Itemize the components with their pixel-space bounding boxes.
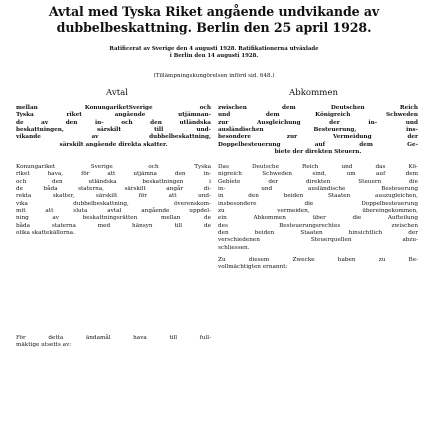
text-line: verschiedenen Steuerquellen abzu- xyxy=(218,237,418,244)
text-line: besondere zur Vermeidung der xyxy=(218,134,418,141)
text-line: mäktige utsetts av: xyxy=(16,342,72,349)
ratification-line-2: i Berlin den 14 augusti 1928. xyxy=(169,53,259,60)
text-line: zur Ausgleichung der in- und xyxy=(218,119,418,126)
text-line: den beiden Staaten hinsichtlich der xyxy=(218,230,418,237)
german-paragraph-1 xyxy=(218,164,418,252)
text-line: mellan KonungariketSverige och xyxy=(16,105,211,111)
text-line: biete der direkten Steuern. xyxy=(274,149,362,156)
text-line: Konungariket Sverige och Tyska xyxy=(16,164,211,170)
text-line: Doppelbesteuerung auf dem Ge- xyxy=(218,141,418,148)
text-line: ning av beskattningsrätten mellan de xyxy=(16,215,211,222)
text-line: Zu diesem Zwecke haben zu Be- xyxy=(218,257,418,263)
text-line: beskattningen, särskilt till und- xyxy=(16,127,211,134)
heading-swedish: Avtal xyxy=(106,88,129,98)
document-title xyxy=(0,4,428,36)
text-line: mit att sluta avtal angående uppdel- xyxy=(16,208,211,215)
swedish-intro xyxy=(16,105,211,149)
text-line: de båda staterna, särskilt angår di- xyxy=(16,186,211,193)
text-line: ein Abkommen über die Aufteilung xyxy=(218,215,418,222)
text-line: nigreich Schweden sind, um auf dem xyxy=(218,171,418,178)
text-line: Tyska riket angående utjämnan- xyxy=(16,112,211,119)
title-line-1: Avtal med Tyska Riket angående undvikande av xyxy=(48,4,380,19)
text-line: För detta ändamål hava till full- xyxy=(16,335,211,341)
text-line: in den beiden Staaten auszugleichen, xyxy=(218,193,418,200)
text-line: riket hava, för att utjämna den in- xyxy=(16,171,211,178)
text-line: de av den in- och den utländska xyxy=(16,119,211,126)
text-line: zu vermeiden, übereingekommen, xyxy=(218,208,418,215)
german-paragraph-2 xyxy=(218,257,418,272)
ratification-line-1: Ratificerat av Sverige den 4 augusti 1928. Ratifikationerna utväxlade xyxy=(109,46,319,52)
text-line: olika skattekällorna. xyxy=(16,230,75,237)
heading-german: Abkommen xyxy=(289,88,339,98)
ratification-note xyxy=(0,46,428,60)
swedish-paragraph-1 xyxy=(16,164,211,237)
text-line: ausländischen Besteuerung, ins- xyxy=(218,127,418,134)
text-line: und dem Königreich Schweden xyxy=(218,112,418,119)
text-line: och den utländska beskattningen i xyxy=(16,178,211,185)
text-line: båda staterna med hänsyn till de xyxy=(16,222,211,229)
text-line: insbesondere die Doppelbesteuerung xyxy=(218,200,418,207)
text-line: vika dubbelbeskattning, överenskom- xyxy=(16,200,211,207)
swedish-paragraph-2 xyxy=(16,335,211,350)
title-line-2: dubbelbeskattning. Berlin den 25 april 1928. xyxy=(56,20,372,35)
text-line: särskilt angående direkta skatter. xyxy=(59,141,168,148)
text-line: Gebiete der direkten Steuern die xyxy=(218,178,418,185)
text-line: des Besteuerungsrechtes zwischen xyxy=(218,222,418,229)
text-line: zwischen dem Deutschen Reich xyxy=(218,105,418,111)
text-line: schliessen. xyxy=(218,244,250,251)
text-line: rekta skatter, särskilt för att und- xyxy=(16,193,211,200)
german-intro xyxy=(218,105,418,156)
text-line: vollmächtigten ernannt: xyxy=(218,264,288,271)
implementation-note: (Tillämpningskungörelsen införd sid. 648.) xyxy=(153,73,275,79)
text-line: vikande av dubbelbeskattning, xyxy=(16,134,211,141)
text-line: in- und ausländische Besteuerung xyxy=(218,186,418,193)
text-line: Das Deutsche Reich und das Kö- xyxy=(218,164,418,170)
